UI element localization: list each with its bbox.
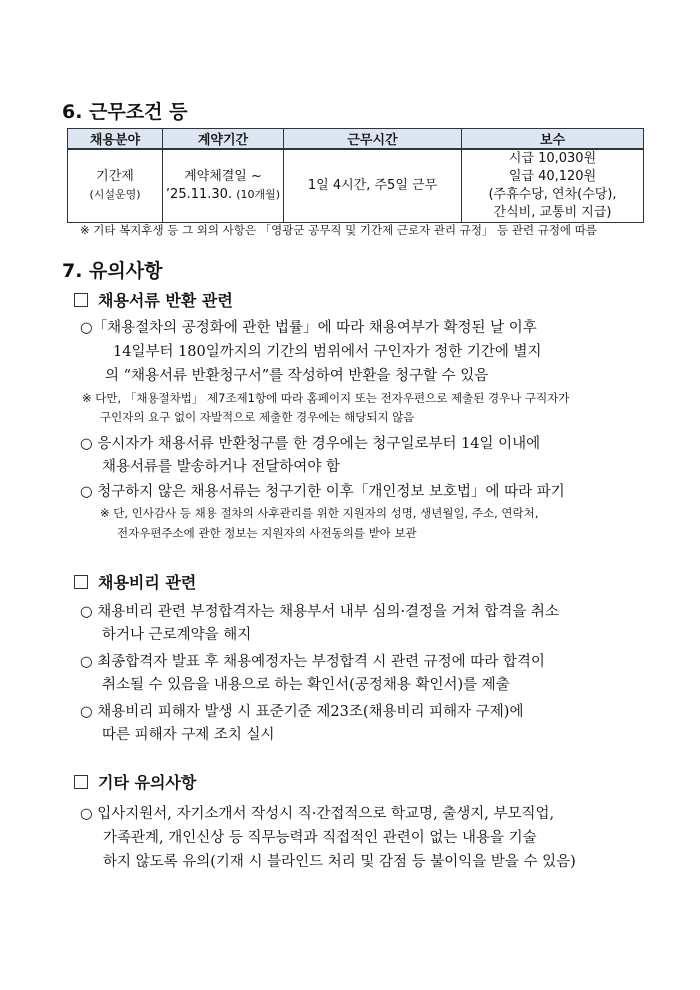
sub1-note: 구인자의 요구 없이 자발적으로 제출한 경우에는 해당되지 않음 [100, 410, 415, 424]
pay-daily: 일급 40,120원 [508, 169, 597, 184]
section6-note: ※ 기타 복지후생 등 그 외의 사항은 「영광군 공무직 및 기간제 근로자 관리 규정」 등 관련 규정에 따름 [80, 223, 597, 237]
table-row [68, 149, 644, 223]
sub3-title [74, 770, 196, 793]
sub1-line: ○「채용절차의 공정화에 관한 법률」에 따라 채용여부가 확정된 날 이후 [80, 320, 537, 336]
work-conditions-table [67, 128, 644, 223]
header-period: 계약기간 [163, 129, 284, 150]
sub2-line: 취소될 수 있음을 내용으로 하는 확인서(공정채용 확인서)를 제출 [102, 677, 510, 693]
sub1-note: 전자우편주소에 관한 정보는 지원자의 사전동의를 받아 보관 [117, 526, 417, 540]
sub1-line: ○ 응시자가 채용서류 반환청구를 한 경우에는 청구일로부터 14일 이내에 [80, 436, 541, 452]
checkbox-square-icon [74, 775, 88, 789]
pay-extra: 간식비, 교통비 지급) [493, 205, 612, 220]
sub2-line: ○ 채용비리 피해자 발생 시 표준기준 제23조(채용비리 피해자 구제)에 [80, 704, 524, 720]
sub1-line: 의 “채용서류 반환청구서”를 작성하여 반환을 청구할 수 있음 [105, 368, 489, 384]
sub1-note: ※ 단, 인사감사 등 채용 절차의 사후관리를 위한 지원자의 성명, 생년월일, 주소, 연락처, [100, 506, 539, 520]
checkbox-square-icon [74, 293, 88, 307]
sub2-title-text: 채용비리 관련 [98, 573, 197, 592]
checkbox-square-icon [74, 575, 88, 589]
field-name: 기간제 [96, 169, 134, 184]
header-field: 채용분야 [68, 129, 163, 150]
sub3-title-text: 기타 유의사항 [98, 773, 197, 792]
period-end: ’25.11.30. [165, 187, 233, 202]
cell-pay [462, 149, 644, 223]
sub3-line: 가족관계, 개인신상 등 직무능력과 직접적인 관련이 없는 내용을 기술 [103, 830, 537, 846]
period-months: (10개월) [236, 188, 281, 201]
cell-hours: 1일 4시간, 주5일 근무 [284, 149, 462, 223]
sub2-line: 따른 피해자 구제 조치 실시 [102, 727, 275, 743]
header-hours: 근무시간 [284, 129, 462, 150]
section7-title: 7. 유의사항 [62, 260, 163, 282]
sub1-line: ○ 청구하지 않은 채용서류는 청구기한 이후「개인정보 보호법」에 따라 파기 [80, 484, 565, 500]
sub1-title-text: 채용서류 반환 관련 [98, 291, 233, 310]
cell-field [68, 149, 163, 223]
sub3-line: ○ 입사지원서, 자기소개서 작성시 직·간접적으로 학교명, 출생지, 부모직업, [80, 806, 555, 822]
sub3-line: 하지 않도록 유의(기재 시 블라인드 처리 및 감점 등 불이익을 받을 수 있음) [103, 854, 576, 870]
sub2-line: ○ 최종합격자 발표 후 채용예정자는 부정합격 시 관련 규정에 따라 합격이 [80, 654, 545, 670]
sub1-note: ※ 다만, 「채용절차법」 제7조제1항에 따라 홈페이지 또는 전자우편으로 제출된 경우나 구직자가 [82, 391, 570, 405]
pay-hourly: 시급 10,030원 [508, 151, 597, 166]
field-sub: (시설운영) [89, 188, 141, 201]
sub2-line: ○ 채용비리 관련 부정합격자는 채용부서 내부 심의·결정을 거쳐 합격을 취소 [80, 604, 559, 620]
header-pay: 보수 [462, 129, 644, 150]
table-header-row [68, 129, 644, 150]
sub1-line: 채용서류를 발송하거나 전달하여야 함 [102, 459, 340, 475]
period-start: 계약체결일 ~ [184, 169, 262, 184]
sub1-line: 14일부터 180일까지의 기간의 범위에서 구인자가 정한 기간에 별지 [113, 344, 542, 360]
section6-title: 6. 근무조건 등 [62, 101, 188, 123]
sub1-title [74, 288, 233, 311]
sub2-title [74, 570, 196, 593]
pay-allowance: (주휴수당, 연차(수당), [488, 187, 617, 202]
sub2-line: 하거나 근로계약을 해지 [102, 627, 252, 643]
cell-period [163, 149, 284, 223]
